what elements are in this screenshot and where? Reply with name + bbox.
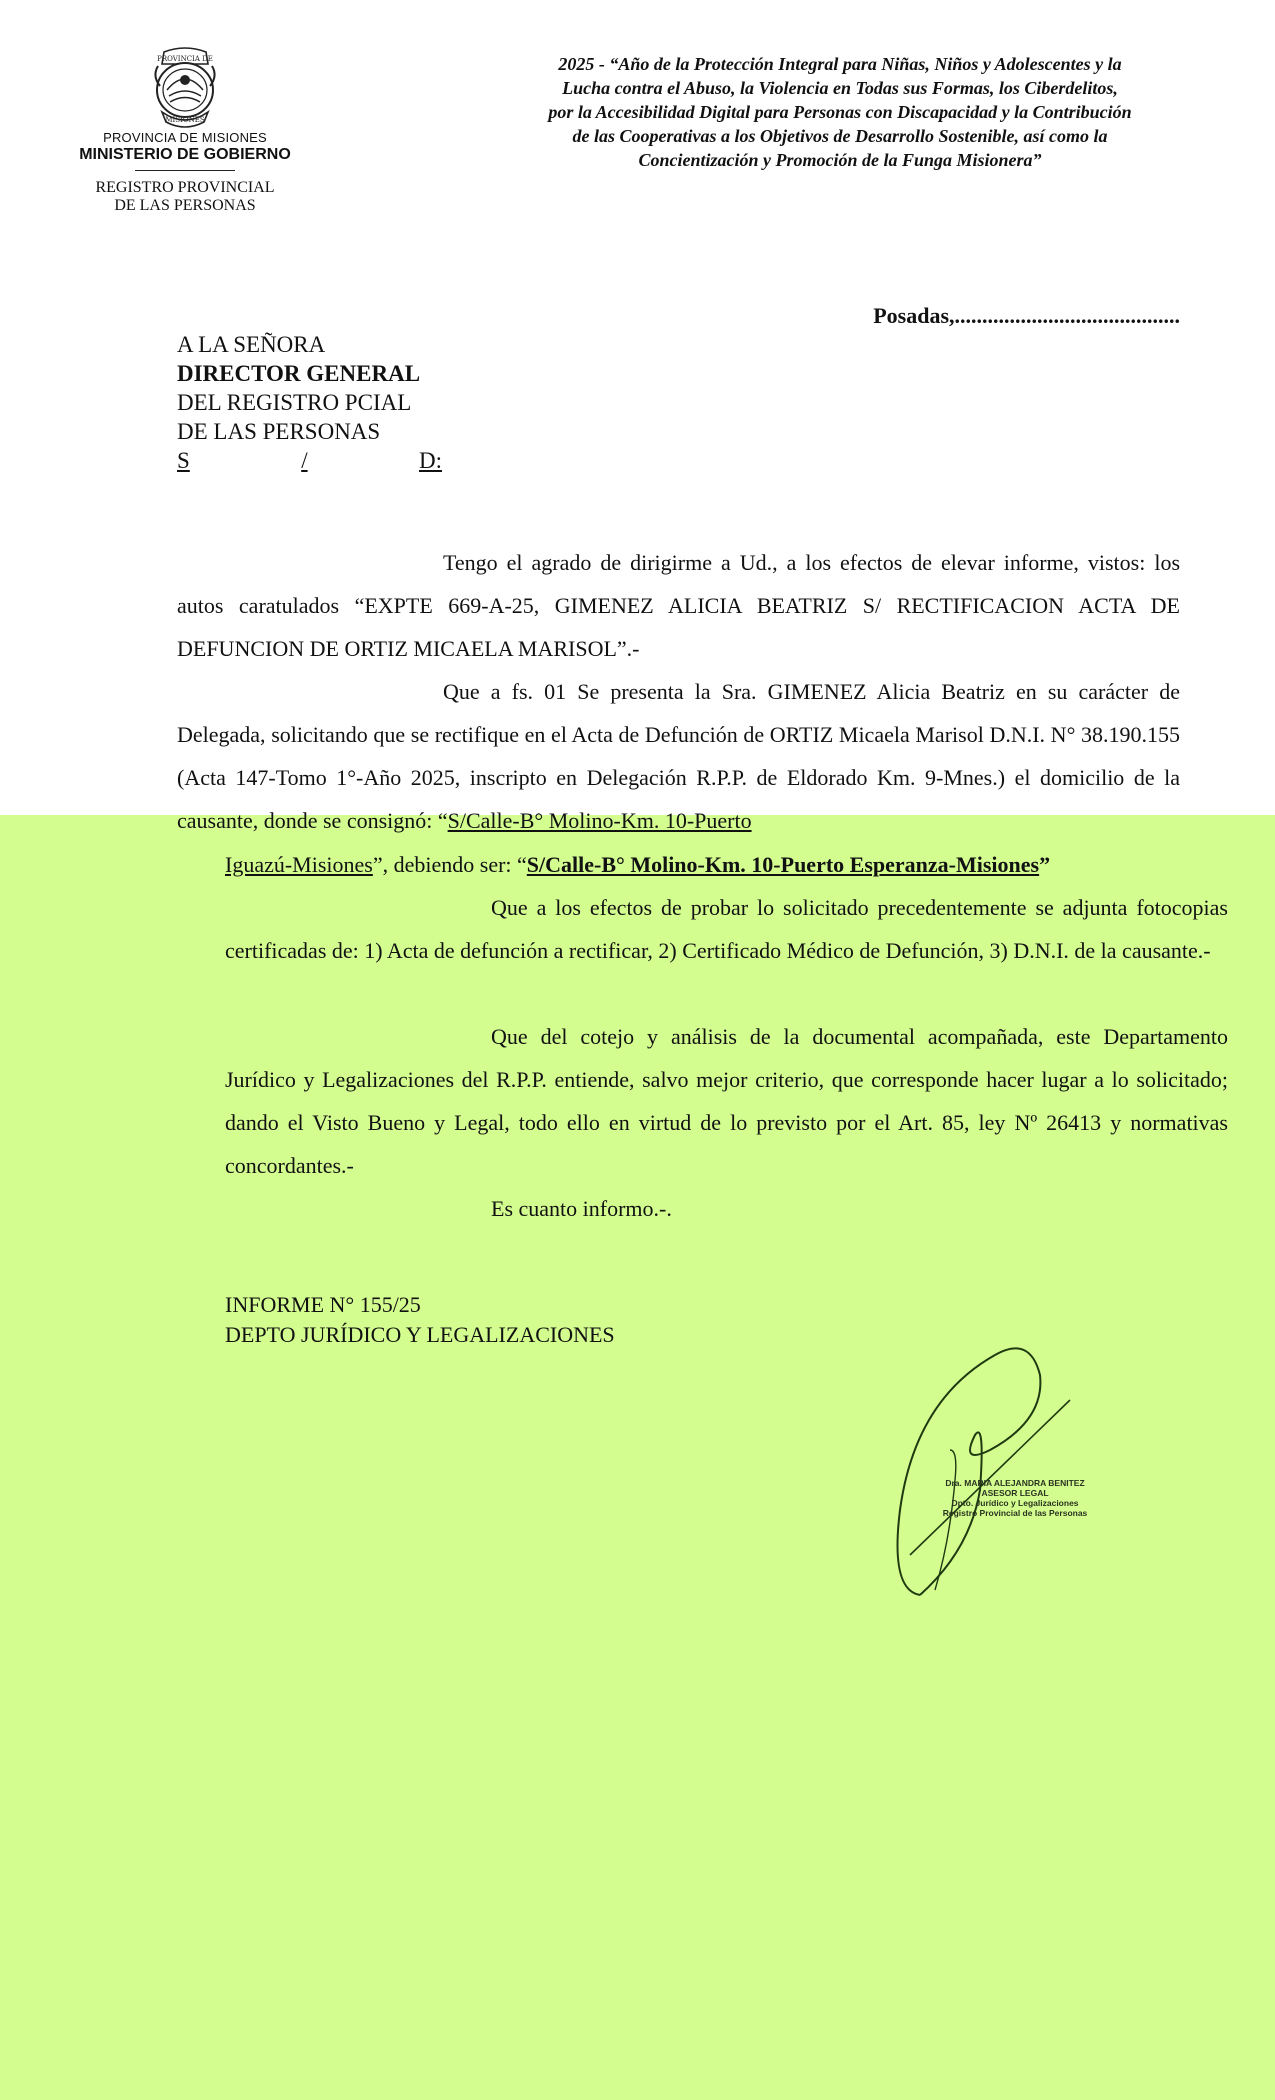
su-despacho [177,446,442,475]
stamp-line4: Registro Provincial de las Personas [942,1508,1088,1518]
crest-bottom-text: MISIONES [165,116,205,124]
place-date-line: Posadas,......................................... [873,303,1180,328]
department-name: DEPTO JURÍDICO Y LEGALIZACIONES [225,1322,615,1347]
letterhead-logo-block [50,46,320,215]
report-footer [225,1290,615,1350]
stamp-line2: ASESOR LEGAL [981,1488,1049,1498]
divider [135,170,235,171]
body-paragraph-2-continued [225,843,1228,886]
addressee-line4: DE LAS PERSONAS [177,419,381,444]
sd-d: D: [419,448,442,473]
p2-text-c: ” [1039,852,1051,877]
crest-top-text: PROVINCIA DE [157,55,213,63]
motto-line: por la Accesibilidad Digital para Personas con Discapacidad y la Contribución [548,102,1132,122]
body-paragraph-4: Que del cotejo y análisis de la documental acompañada, este Departamento Jurídico y Legalizaciones del R.P.P. entiende, salvo mejor criterio, que corresponde hacer lugar a lo solicitado; dando el Visto Bueno y Legal, todo ello en virtud de lo previsto por el Art. 85, ley Nº 26413 y normativas concordantes.- [225,1024,1228,1178]
motto-line: Concientización y Promoción de la Funga Misionera” [638,150,1042,170]
province-label: PROVINCIA DE MISIONES [103,130,267,145]
p2-text-b: ”, debiendo ser: “ [372,852,527,877]
stamp-line1: Dra. MARIA ALEJANDRA BENITEZ [945,1478,1085,1488]
addressee-title: DIRECTOR GENERAL [177,361,421,386]
motto-line: Lucha contra el Abuso, la Violencia en Todas sus Formas, los Ciberdelitos, [562,78,1118,98]
body-paragraph-2 [177,670,1180,842]
sd-s: S [177,448,190,473]
registry-label-line1: REGISTRO PROVINCIAL [95,179,275,196]
ministry-label: MINISTERIO DE GOBIERNO [79,146,291,163]
signature-stamp [880,1340,1090,1610]
p2-text-a: Que a fs. 01 Se presenta la Sra. GIMENEZ Alicia Beatriz en su carácter de Delegada, solicitando que se rectifique en el Acta de Defunción de ORTIZ Micaela Marisol D.N.I. N° 38.190.155 (Acta 147-Tomo 1°-Año 2025, inscripto en Delegación R.P.P. de Eldorado Km. 9-Mnes.) el domicilio de la causante, donde se consignó: “ [177,679,1180,833]
body-paragraph-3: Que a los efectos de probar lo solicitado precedentemente se adjunta fotocopias certificadas de: 1) Acta de defunción a rectificar, 2) Certificado Médico de Defunción, 3) D.N.I. de la causante.- [225,895,1228,963]
body-paragraph-5: Es cuanto informo.-. [491,1196,672,1221]
motto-line: de las Cooperativas a los Objetivos de Desarrollo Sostenible, así como la [572,126,1108,146]
addressee-line3: DEL REGISTRO PCIAL [177,390,412,415]
p2-incorrect-address-b: Iguazú-Misiones [225,852,373,877]
body-paragraph-1: Tengo el agrado de dirigirme a Ud., a los efectos de elevar informe, vistos: los autos caratulados “EXPTE 669-A-25, GIMENEZ ALICIA BEATRIZ S/ RECTIFICACION ACTA DE DEFUNCION DE ORTIZ MICAELA MARISOL”.- [177,550,1180,661]
province-crest-icon [142,46,228,128]
stamp-text [940,1478,1090,1518]
p2-correct-address: S/Calle-B° Molino-Km. 10-Puerto Esperanza-Misiones [526,852,1040,877]
year-motto [495,52,1185,172]
registry-label-line2: DE LAS PERSONAS [114,197,256,214]
addressee-line1: A LA SEÑORA [177,332,326,357]
p2-incorrect-address-a: S/Calle-B° Molino-Km. 10-Puerto [447,808,752,833]
motto-line: 2025 - “Año de la Protección Integral para Niñas, Niños y Adolescentes y la [558,54,1122,74]
handwritten-signature-icon [880,1340,1090,1610]
report-number: INFORME N° 155/25 [225,1292,421,1317]
sd-slash: / [301,448,308,473]
addressee-block [177,330,442,475]
stamp-line3: Dpto. Jurídico y Legalizaciones [951,1498,1079,1508]
